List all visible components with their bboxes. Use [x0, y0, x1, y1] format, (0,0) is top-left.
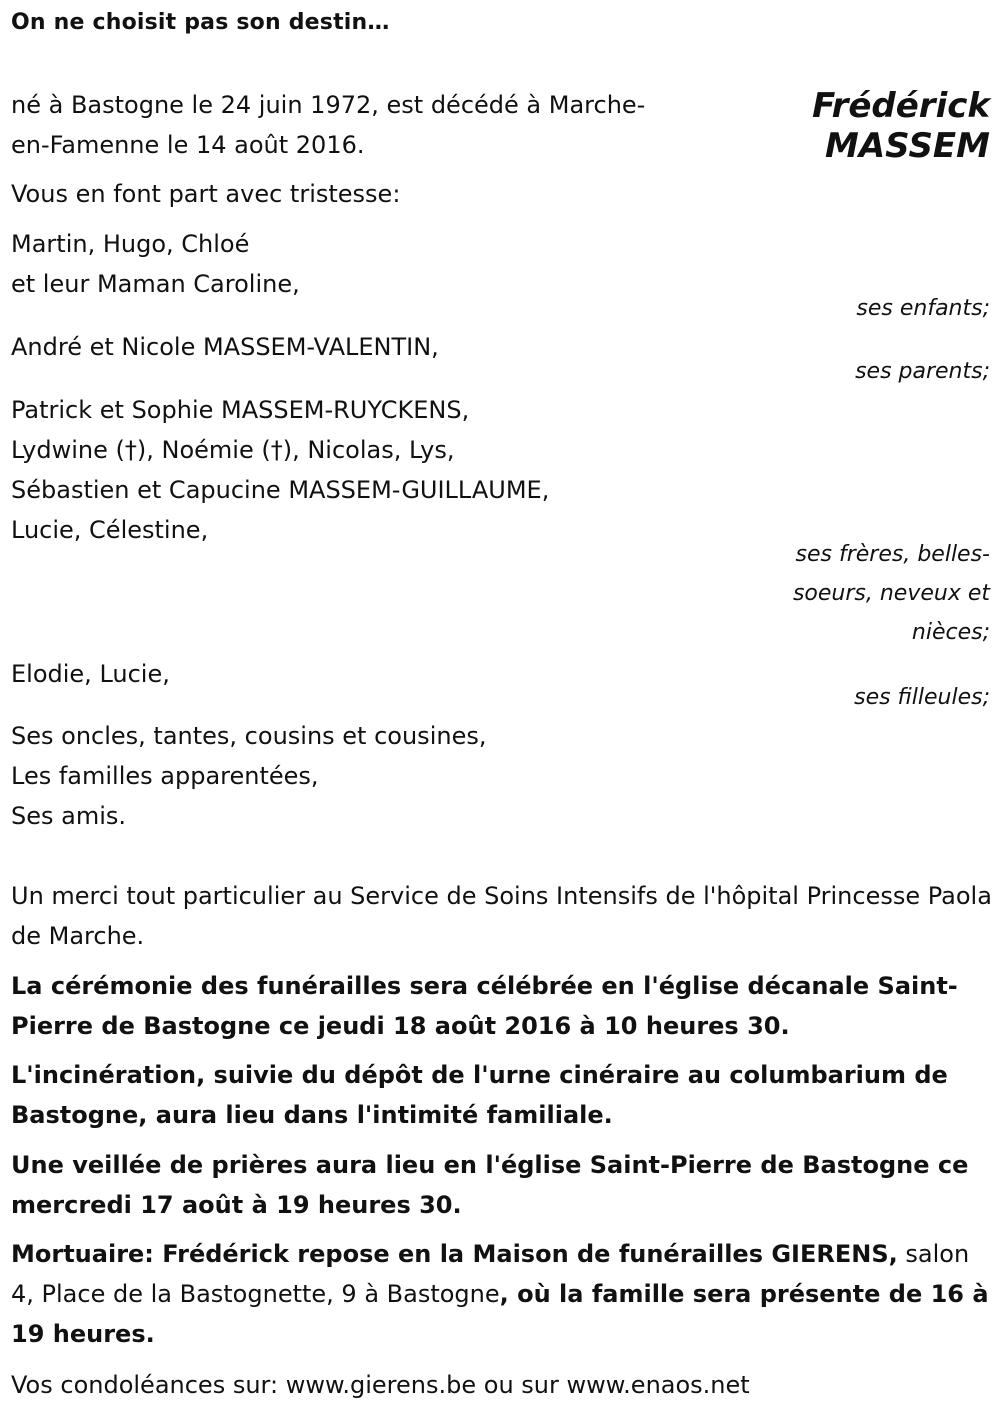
siblings-line-3: Sébastien et Capucine MASSEM-GUILLAUME, — [11, 476, 550, 504]
role-siblings-2: soeurs, neveux et — [792, 581, 990, 606]
heading: On ne choisit pas son destin… — [11, 10, 390, 35]
mortuary-part-3: , où la famille sera présente de 16 à 19 heures. — [11, 1280, 989, 1348]
condolences-line: Vos condoléances sur: www.gierens.be ou sur www.enaos.net — [11, 1371, 750, 1399]
others-line-3: Ses amis. — [11, 802, 127, 830]
deceased-name — [730, 86, 990, 166]
vigil-paragraph: Une veillée de prières aura lieu en l'église Saint-Pierre de Bastogne ce mercredi 17 août à 19 heures 30. — [11, 1151, 969, 1219]
intro-text: Vous en font part avec tristesse: — [11, 180, 401, 208]
role-children: ses enfants; — [856, 296, 990, 321]
mortuary-part-1: Mortuaire: Frédérick repose en la Maison de funérailles GIERENS, — [11, 1240, 898, 1268]
siblings-line-4: Lucie, Célestine, — [11, 516, 209, 544]
others-line-2: Les familles apparentées, — [11, 762, 319, 790]
siblings-line-2: Lydwine (†), Noémie (†), Nicolas, Lys, — [11, 436, 455, 464]
others-line-1: Ses oncles, tantes, cousins et cousines, — [11, 722, 487, 750]
role-siblings-3: nièces; — [911, 620, 990, 645]
mortuary-paragraph — [11, 1234, 996, 1354]
godchildren-line: Elodie, Lucie, — [11, 660, 170, 688]
cremation-paragraph: L'incinération, suivie du dépôt de l'urne cinéraire au columbarium de Bastogne, aura lieu dans l'intimité familiale. — [11, 1061, 948, 1129]
role-parents: ses parents; — [855, 359, 990, 384]
siblings-line-1: Patrick et Sophie MASSEM-RUYCKENS, — [11, 396, 470, 424]
ceremony-paragraph: La cérémonie des funérailles sera célébrée en l'église décanale Saint-Pierre de Bastogne ce jeudi 18 août 2016 à 10 heures 30. — [11, 972, 958, 1040]
deceased-last-name: MASSEM — [825, 126, 990, 166]
parents-line: André et Nicole MASSEM-VALENTIN, — [11, 333, 439, 361]
children-line-1: Martin, Hugo, Chloé — [11, 230, 250, 258]
children-line-2: et leur Maman Caroline, — [11, 270, 300, 298]
role-siblings-1: ses frères, belles- — [795, 542, 990, 567]
birth-line-2: en-Famenne le 14 août 2016. — [11, 131, 365, 159]
thanks-paragraph: Un merci tout particulier au Service de Soins Intensifs de l'hôpital Princesse Paola de Marche. — [11, 882, 992, 950]
role-godchildren: ses filleules; — [854, 685, 990, 710]
mortuary-address: salon 4, Place de la Bastognette, 9 à Bastogne — [11, 1240, 970, 1308]
birth-line-1: né à Bastogne le 24 juin 1972, est décédé à Marche- — [11, 91, 646, 119]
deceased-first-name: Frédérick — [812, 86, 990, 126]
